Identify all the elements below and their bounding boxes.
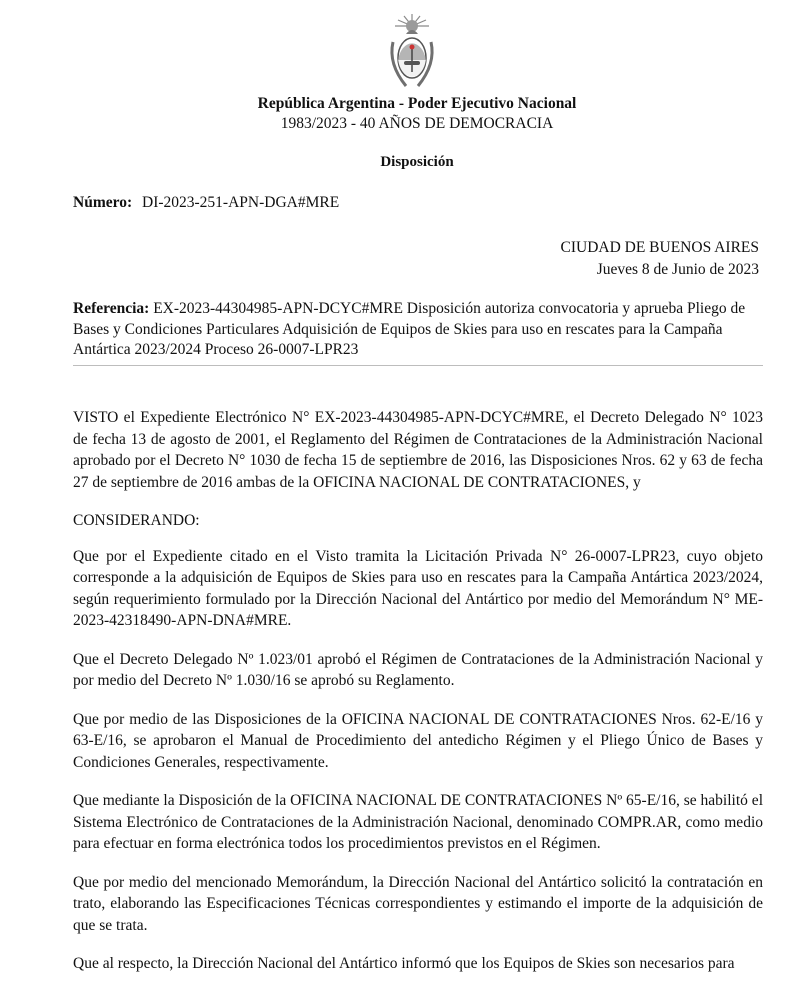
document-number [73, 194, 339, 212]
reference-label: Referencia: [73, 300, 150, 317]
header-line-2: 1983/2023 - 40 AÑOS DE DEMOCRACIA [280, 115, 554, 132]
paragraph-considerando: CONSIDERANDO: [73, 512, 200, 529]
paragraph-4: Que el Decreto Delegado Nº 1.023/01 aprobó el Régimen de Contrataciones de la Administración Nacional y por medio del Decreto Nº 1.030/16 se aprobó su Reglamento. [73, 650, 763, 689]
number-value: DI-2023-251-APN-DGA#MRE [142, 194, 340, 211]
argentina-coat-of-arms-icon [384, 12, 440, 92]
divider [73, 365, 763, 366]
document-body [73, 407, 763, 992]
paragraph-8: Que al respecto, la Dirección Nacional del Antártico informó que los Equipos de Skies son necesarios para [73, 955, 735, 972]
reference-text: EX-2023-44304985-APN-DCYC#MRE Disposición autoriza convocatoria y aprueba Pliego de Bases y Condiciones Particulares Adquisición de Equipos de Skies para uso en rescates para la Campaña Antártica 2023/2024 Proceso 26-0007-LPR23 [73, 300, 746, 358]
place-date-block [561, 237, 760, 281]
reference-block [73, 299, 753, 361]
number-label: Número: [73, 194, 133, 211]
header-line-1: República Argentina - Poder Ejecutivo Nacional [257, 95, 577, 112]
paragraph-3: Que por el Expediente citado en el Visto tramita la Licitación Privada N° 26-0007-LPR23, cuyo objeto corresponde a la adquisición de Equipos de Skies para uso en rescates para la Campaña Antártica 2023/2024, según requerimiento formulado por la Dirección Nacional del Antártico por medio del Memorándum N° ME-2023-42318490-APN-DNA#MRE. [73, 547, 763, 629]
paragraph-5: Que por medio de las Disposiciones de la OFICINA NACIONAL DE CONTRATACIONES Nros. 62-E/16 y 63-E/16, se aprobaron el Manual de Procedimiento del antedicho Régimen y el Pliego Único de Bases y Condiciones Generales, respectivamente. [73, 710, 763, 771]
city: CIUDAD DE BUENOS AIRES [560, 239, 759, 256]
paragraph-7: Que por medio del mencionado Memorándum, la Dirección Nacional del Antártico solicitó la contratación en trato, elaborando las Especificaciones Técnicas correspondientes y estimando el importe de la adquisición de que se trata. [73, 873, 763, 934]
paragraph-visto: VISTO el Expediente Electrónico N° EX-2023-44304985-APN-DCYC#MRE, el Decreto Delegado N° 1023 de fecha 13 de agosto de 2001, el Reglamento del Régimen de Contrataciones de la Administración Nacional aprobado por el Decreto N° 1030 de fecha 15 de septiembre de 2016, las Disposiciones Nros. 62 y 63 de fecha 27 de septiembre de 2016 ambas de la OFICINA NACIONAL DE CONTRATACIONES, y [73, 409, 763, 491]
date: Jueves 8 de Junio de 2023 [596, 261, 759, 278]
paragraph-6: Que mediante la Disposición de la OFICINA NACIONAL DE CONTRATACIONES Nº 65-E/16, se habilitó el Sistema Electrónico de Contrataciones de la Administración Nacional, denominado COMPR.AR, como medio para efectuar en forma electrónica todos los procedimientos previstos en el Régimen. [73, 792, 763, 852]
document-type-title: Disposición [380, 154, 454, 170]
